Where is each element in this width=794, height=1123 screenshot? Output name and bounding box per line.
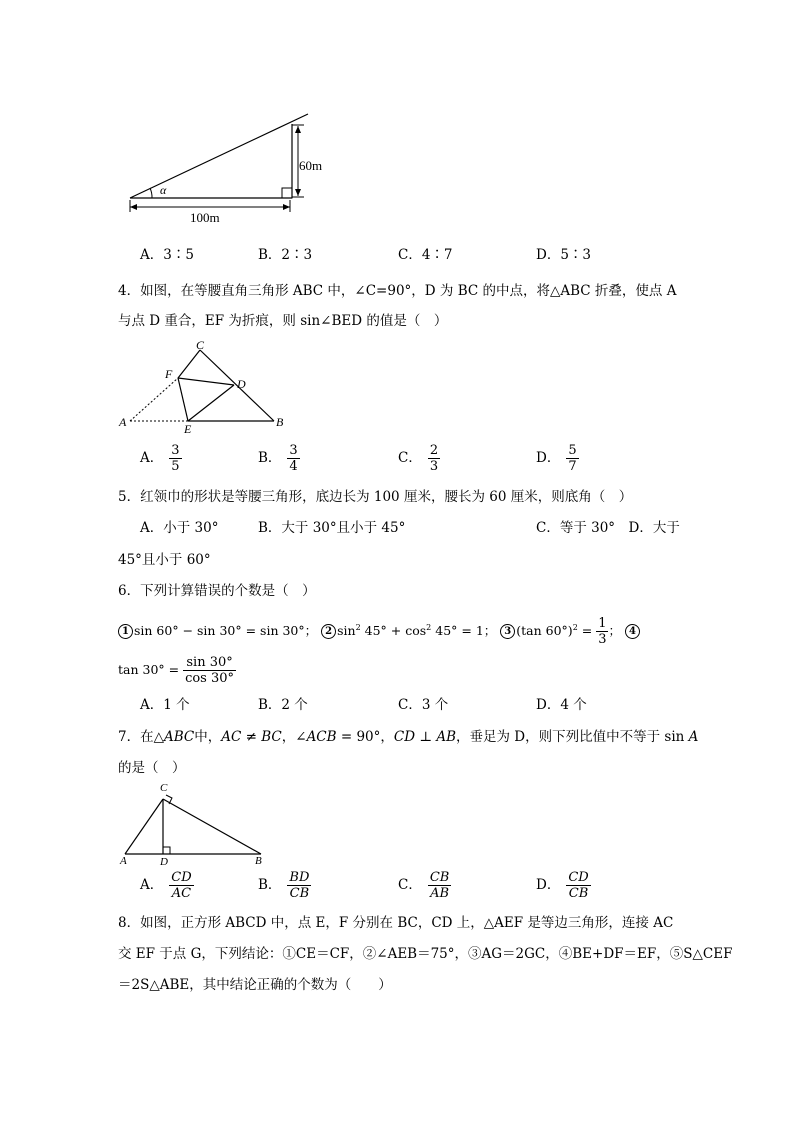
q6-option-a[interactable]: A．1 个 xyxy=(140,697,190,713)
circle-3: 3 xyxy=(500,624,515,639)
q3-option-c[interactable]: C．4∶7 xyxy=(398,247,453,263)
label-f: F xyxy=(165,367,173,381)
angle-arc xyxy=(150,188,152,198)
q5-stem: 5．红领巾的形状是等腰三角形，底边长为 100 厘米，腰长为 60 厘米，则底角（ ） xyxy=(118,489,633,505)
q5-option-b[interactable]: B．大于 30°且小于 45° xyxy=(258,520,406,536)
q6-option-d[interactable]: D．4 个 xyxy=(536,697,587,713)
q4-option-d[interactable]: D． $\frac{5}{7}$ xyxy=(536,443,577,474)
q6-option-c[interactable]: C．3 个 xyxy=(398,697,449,713)
q3-option-d[interactable]: D．5∶3 xyxy=(536,247,592,263)
q6-stem: 6．下列计算错误的个数是（ ） xyxy=(118,583,316,599)
figure-q3-slope xyxy=(118,108,338,228)
fraction: $\frac{CB}{AB}$ xyxy=(429,870,450,901)
fraction: $\frac{2}{3}$ xyxy=(429,443,439,474)
q8-stem-line1: 8．如图，正方形 ABCD 中，点 E，F 分别在 BC，CD 上，△AEF 是等边三角形，连接 AC xyxy=(118,915,674,931)
q6-statements: 1 sin 60° − sin 30° = sin 30°； 2 $\sin^2 45^\circ + \cos^2 45^\circ = 1$； 3 (tan 60°)$^2$ = $\frac{1}{3}$ ； 4 xyxy=(118,616,641,647)
label-e: E xyxy=(184,422,192,434)
q7-option-a[interactable]: A． $\frac{CD}{AC}$ xyxy=(140,870,192,901)
label-a: A xyxy=(119,415,127,429)
circle-4: 4 xyxy=(625,624,640,639)
q5-option-d-cont: 45°且小于 60° xyxy=(118,552,211,568)
q7-option-b[interactable]: B． $\frac{BD}{CB}$ xyxy=(258,870,310,901)
q7-option-c[interactable]: C． $\frac{CB}{AB}$ xyxy=(398,870,450,901)
q8-stem-line3: ＝2S△ABE，其中结论正确的个数为（ ） xyxy=(118,977,392,993)
fraction: $\frac{CD}{CB}$ xyxy=(568,870,589,901)
q7-option-d[interactable]: D． $\frac{CD}{CB}$ xyxy=(536,870,589,901)
q4-option-a[interactable]: A． $\frac{3}{5}$ xyxy=(140,443,180,474)
fraction: $\frac{5}{7}$ xyxy=(568,443,577,474)
base-label: 100m xyxy=(190,210,220,225)
slope-line xyxy=(130,114,308,198)
q7-stem-line2: 的是（ ） xyxy=(118,760,186,776)
fraction: $\frac{3}{4}$ xyxy=(289,443,298,474)
circle-1: 1 xyxy=(118,624,133,639)
q8-stem-line2: 交 EF 于点 G，下列结论：①CE＝CF，②∠AEB＝75°，③AG＝2GC，④BE+DF＝EF，⑤S△CEF xyxy=(118,946,733,962)
label-a: A xyxy=(120,855,127,867)
label-d: D xyxy=(237,377,246,391)
q3-option-a[interactable]: A．3∶5 xyxy=(140,247,194,263)
q3-option-b[interactable]: B．2∶3 xyxy=(258,247,313,263)
q4-option-c[interactable]: C． $\frac{2}{3}$ xyxy=(398,443,439,474)
circle-2: 2 xyxy=(321,624,336,639)
alpha-label: α xyxy=(160,183,167,197)
fraction: $\frac{BD}{CB}$ xyxy=(289,870,310,901)
q7-stem-line1: 7．在△ABC中，AC ≠ BC，∠ACB = 90°，CD ⊥ AB，垂足为 D，则下列比值中不等于 sin A xyxy=(118,729,699,745)
right-angle-mark xyxy=(282,188,292,198)
fraction: $\frac{CD}{AC}$ xyxy=(171,870,192,901)
q4-stem-line2: 与点 D 重合，EF 为折痕，则 sin∠BED 的值是（ ） xyxy=(118,313,448,329)
q6-option-b[interactable]: B．2 个 xyxy=(258,697,308,713)
label-b: B xyxy=(276,415,284,429)
label-d: D xyxy=(160,856,168,868)
label-b: B xyxy=(255,855,262,867)
height-label: 60m xyxy=(299,158,323,173)
fraction: $\frac{3}{5}$ xyxy=(171,443,180,474)
label-c: C xyxy=(160,782,168,794)
q6-statement-4: tan 30° = $\frac{\sin 30^\circ}{\cos 30^\circ}$ xyxy=(118,655,235,686)
q4-stem-line1: 4．如图，在等腰直角三角形 ABC 中，∠C=90°，D 为 BC 的中点，将△ABC 折叠，使点 A xyxy=(118,283,677,299)
label-c: C xyxy=(196,338,205,352)
figure-q4-fold xyxy=(114,338,294,434)
q5-option-a[interactable]: A．小于 30° xyxy=(140,520,219,536)
q4-option-b[interactable]: B． $\frac{3}{4}$ xyxy=(258,443,298,474)
figure-q7-triangle xyxy=(116,778,271,868)
q5-option-c-d[interactable]: C．等于 30° D．大于 xyxy=(536,520,680,536)
